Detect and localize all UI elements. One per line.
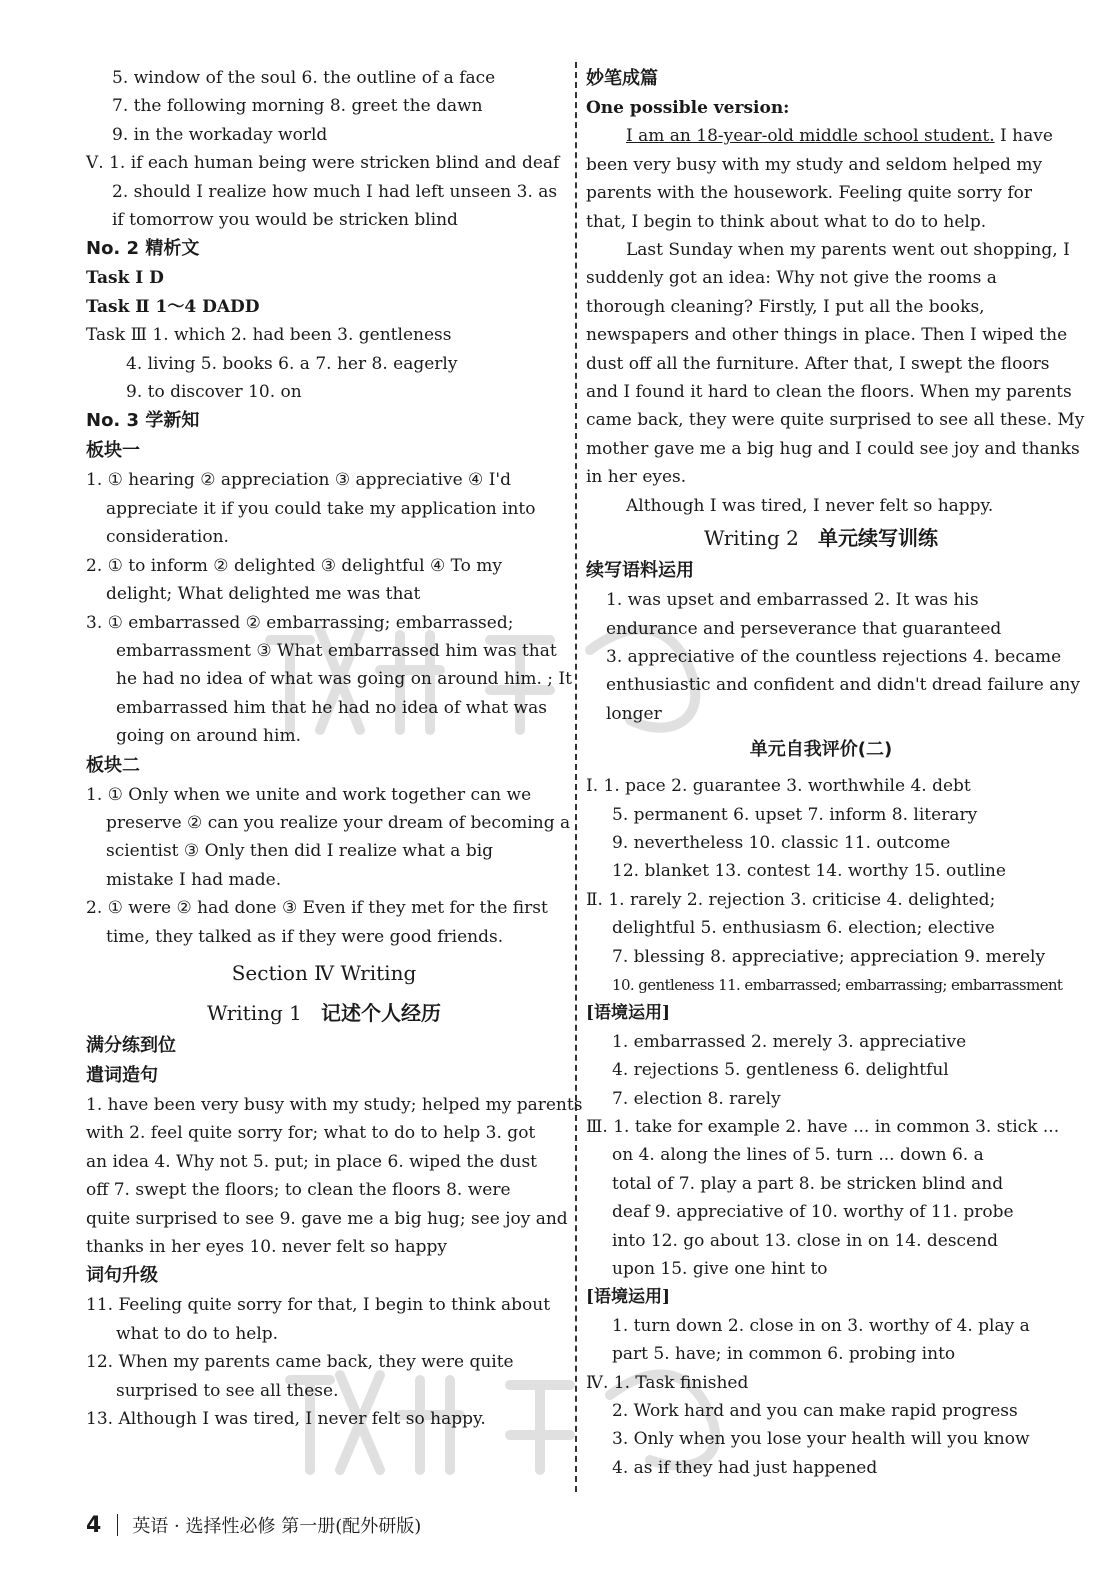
answer-line: 5. window of the soul 6. the outline of a face xyxy=(112,68,496,88)
answer-line: embarrassed him that he had no idea of what was xyxy=(116,697,547,718)
answer-line: into 12. go about 13. close in on 14. descend xyxy=(612,1230,998,1251)
answer-line: on 4. along the lines of 5. turn ... down 6. a xyxy=(612,1145,984,1166)
underlined-sentence: I am an 18-year-old middle school student. xyxy=(626,126,995,147)
answer-line: quite surprised to see 9. gave me a big hug; see joy and xyxy=(86,1208,568,1229)
answer-line: time, they talked as if they were good friends. xyxy=(106,926,504,947)
answer-line: 9. nevertheless 10. classic 11. outcome xyxy=(612,832,951,853)
answer-line: an idea 4. Why not 5. put; in place 6. wiped the dust xyxy=(86,1151,537,1172)
essay-line: Although I was tired, I never felt so happy. xyxy=(626,495,994,516)
answer-line: enthusiastic and confident and didn't dread failure any xyxy=(606,675,1080,696)
book-title: 英语 · 选择性必修 第一册(配外研版) xyxy=(132,1516,422,1537)
answer-line: with 2. feel quite sorry for; what to do to help 3. got xyxy=(86,1123,536,1144)
answer-line xyxy=(86,264,562,292)
answer-line: 3. Only when you lose your health will you know xyxy=(612,1429,1030,1450)
column-divider xyxy=(575,62,577,1492)
answer-line: 2. Work hard and you can make rapid progress xyxy=(612,1401,1018,1422)
answer-line: thanks in her eyes 10. never felt so happy xyxy=(86,1237,447,1257)
answer-line: 9. in the workaday world xyxy=(112,124,328,145)
version-label: One possible version: xyxy=(586,98,790,118)
answer-line: endurance and perseverance that guaranteed xyxy=(606,618,1002,639)
answer-line: Ⅳ. 1. Task finished xyxy=(586,1372,749,1393)
answer-line: going on around him. xyxy=(116,726,301,747)
answer-line: Ⅰ. 1. pace 2. guarantee 3. worthwhile 4. debt xyxy=(586,776,971,797)
page-number: 4 xyxy=(86,1512,102,1538)
essay-line: parents with the housework. Feeling quite sorry for xyxy=(586,183,1033,204)
answer-line: 7. the following morning 8. greet the dawn xyxy=(112,96,483,117)
essay-line: newspapers and other things in place. Then I wiped the xyxy=(586,325,1068,346)
answer-line: 10. gentleness 11. embarrassed; embarrassing; embarrassment xyxy=(612,975,1063,994)
answer-line: 7. election 8. rarely xyxy=(612,1088,781,1109)
footer-separator xyxy=(117,1514,118,1536)
answer-line: total of 7. play a part 8. be stricken blind and xyxy=(612,1173,1004,1194)
answer-line: 1. turn down 2. close in on 3. worthy of 4. play a xyxy=(612,1315,1030,1336)
writing-topic: 记述个人经历 xyxy=(320,1000,441,1025)
writing-title xyxy=(86,995,562,1031)
answer-line: 2. ① to inform ② delighted ③ delightful ④ To my xyxy=(86,555,503,576)
answer-line: mistake I had made. xyxy=(106,869,282,890)
subsection-heading: 板块二 xyxy=(86,754,140,776)
essay-line: Last Sunday when my parents went out shopping, I xyxy=(626,240,1070,261)
subsection-heading: [语境运用] xyxy=(586,1003,671,1024)
essay-line: thorough cleaning? Firstly, I put all the books, xyxy=(586,296,985,317)
subsection-heading: 续写语料运用 xyxy=(586,560,694,582)
answer-line: embarrassment ③ What embarrassed him was that xyxy=(116,640,557,661)
answer-line: 1. have been very busy with my study; helped my parents xyxy=(86,1094,583,1115)
section-title: Section Ⅳ Writing xyxy=(231,960,417,985)
task-line: Task Ⅱ 1～4 DADD xyxy=(86,296,260,317)
essay-line: been very busy with my study and seldom helped my xyxy=(586,154,1043,175)
answer-line xyxy=(86,293,562,321)
right-column xyxy=(586,64,1085,1482)
answer-line: what to do to help. xyxy=(116,1323,279,1344)
answer-line: 4. rejections 5. gentleness 6. delightful xyxy=(612,1060,949,1081)
section-heading: No. 3 学新知 xyxy=(86,410,200,432)
section-heading: 妙笔成篇 xyxy=(586,68,658,89)
subsection-heading: 板块一 xyxy=(86,440,140,462)
writing-label: Writing 1 xyxy=(207,1000,302,1025)
section-heading: 单元自我评价(二) xyxy=(749,739,893,761)
subsection-heading: 词句升级 xyxy=(86,1265,158,1287)
answer-line: 13. Although I was tired, I never felt so happy. xyxy=(86,1409,486,1430)
watermark-graphic xyxy=(250,610,770,750)
answer-line: 4. as if they had just happened xyxy=(612,1457,878,1478)
answer-line: preserve ② can you realize your dream of becoming a xyxy=(106,812,571,833)
task-line: Task Ⅰ D xyxy=(86,268,164,289)
essay-line: and I found it hard to clean the floors. When my parents xyxy=(586,382,1072,403)
answer-line: 1. ① hearing ② appreciation ③ appreciative ④ I'd xyxy=(86,470,511,491)
answer-line: delight; What delighted me was that xyxy=(106,584,421,605)
answer-line: deaf 9. appreciative of 10. worthy of 11. probe xyxy=(612,1202,1014,1223)
answer-line: 5. permanent 6. upset 7. inform 8. literary xyxy=(612,804,978,825)
answer-line: longer xyxy=(606,703,662,724)
subsection-heading: 满分练到位 xyxy=(86,1034,176,1056)
writing-title xyxy=(586,520,1056,556)
answer-line: 2. ① were ② had done ③ Even if they met for the first xyxy=(86,898,548,919)
answer-line: 1. was upset and embarrassed 2. It was his xyxy=(606,590,979,611)
essay-line: in her eyes. xyxy=(586,467,687,488)
answer-line: Ⅱ. 1. rarely 2. rejection 3. criticise 4. delighted; xyxy=(586,889,996,910)
essay-line: came back, they were quite surprised to see all these. My xyxy=(586,410,1085,431)
answer-line: he had no idea of what was going on around him. ; It xyxy=(116,669,572,690)
page-footer xyxy=(86,1512,421,1538)
answer-line: Task Ⅲ 1. which 2. had been 3. gentleness xyxy=(86,325,452,346)
subsection-heading: 遣词造句 xyxy=(86,1064,158,1086)
watermark-graphic xyxy=(270,1360,790,1480)
answer-line: 12. blanket 13. contest 14. worthy 15. outline xyxy=(612,861,1006,882)
answer-line: 1. ① Only when we unite and work together can we xyxy=(86,784,532,805)
answer-line: 3. appreciative of the countless rejections 4. became xyxy=(606,646,1062,667)
answer-line: 3. ① embarrassed ② embarrassing; embarrassed; xyxy=(86,612,514,633)
answer-line: Ⅴ. 1. if each human being were stricken blind and deaf xyxy=(86,153,560,174)
answer-line: scientist ③ Only then did I realize what a big xyxy=(106,841,494,862)
answer-line: part 5. have; in common 6. probing into xyxy=(612,1344,956,1365)
essay-line: dust off all the furniture. After that, I swept the floors xyxy=(586,353,1050,374)
section-heading: No. 2 精析文 xyxy=(86,238,200,260)
answer-line: 11. Feeling quite sorry for that, I begin to think about xyxy=(86,1295,551,1316)
answer-line: if tomorrow you would be stricken blind xyxy=(112,210,458,231)
answer-line: 9. to discover 10. on xyxy=(126,382,302,403)
answer-line: delightful 5. enthusiasm 6. election; elective xyxy=(612,918,995,939)
answer-line: off 7. swept the floors; to clean the floors 8. were xyxy=(86,1180,511,1201)
essay-text: I have xyxy=(1000,126,1053,147)
answer-line: upon 15. give one hint to xyxy=(612,1259,828,1280)
answer-line: 4. living 5. books 6. a 7. her 8. eagerly xyxy=(126,353,458,374)
essay-line xyxy=(586,122,1056,150)
answer-line: Ⅲ. 1. take for example 2. have ... in common 3. stick ... xyxy=(586,1117,1060,1137)
writing-topic: 单元续写训练 xyxy=(817,526,938,551)
answer-line: 1. embarrassed 2. merely 3. appreciative xyxy=(612,1031,967,1052)
answer-line: 12. When my parents came back, they were quite xyxy=(86,1352,514,1373)
answer-line: 2. should I realize how much I had left unseen 3. as xyxy=(112,181,558,202)
writing-label: Writing 2 xyxy=(704,526,799,551)
answer-line: surprised to see all these. xyxy=(116,1380,339,1401)
subsection-heading: [语境运用] xyxy=(586,1287,671,1308)
essay-line: suddenly got an idea: Why not give the rooms a xyxy=(586,268,997,289)
essay-line: mother gave me a big hug and I could see joy and thanks xyxy=(586,438,1080,459)
answer-line: consideration. xyxy=(106,527,229,548)
essay-line: that, I begin to think about what to do to help. xyxy=(586,211,987,232)
answer-line: 7. blessing 8. appreciative; appreciation 9. merely xyxy=(612,946,1046,967)
answer-line: appreciate it if you could take my application into xyxy=(106,498,536,519)
